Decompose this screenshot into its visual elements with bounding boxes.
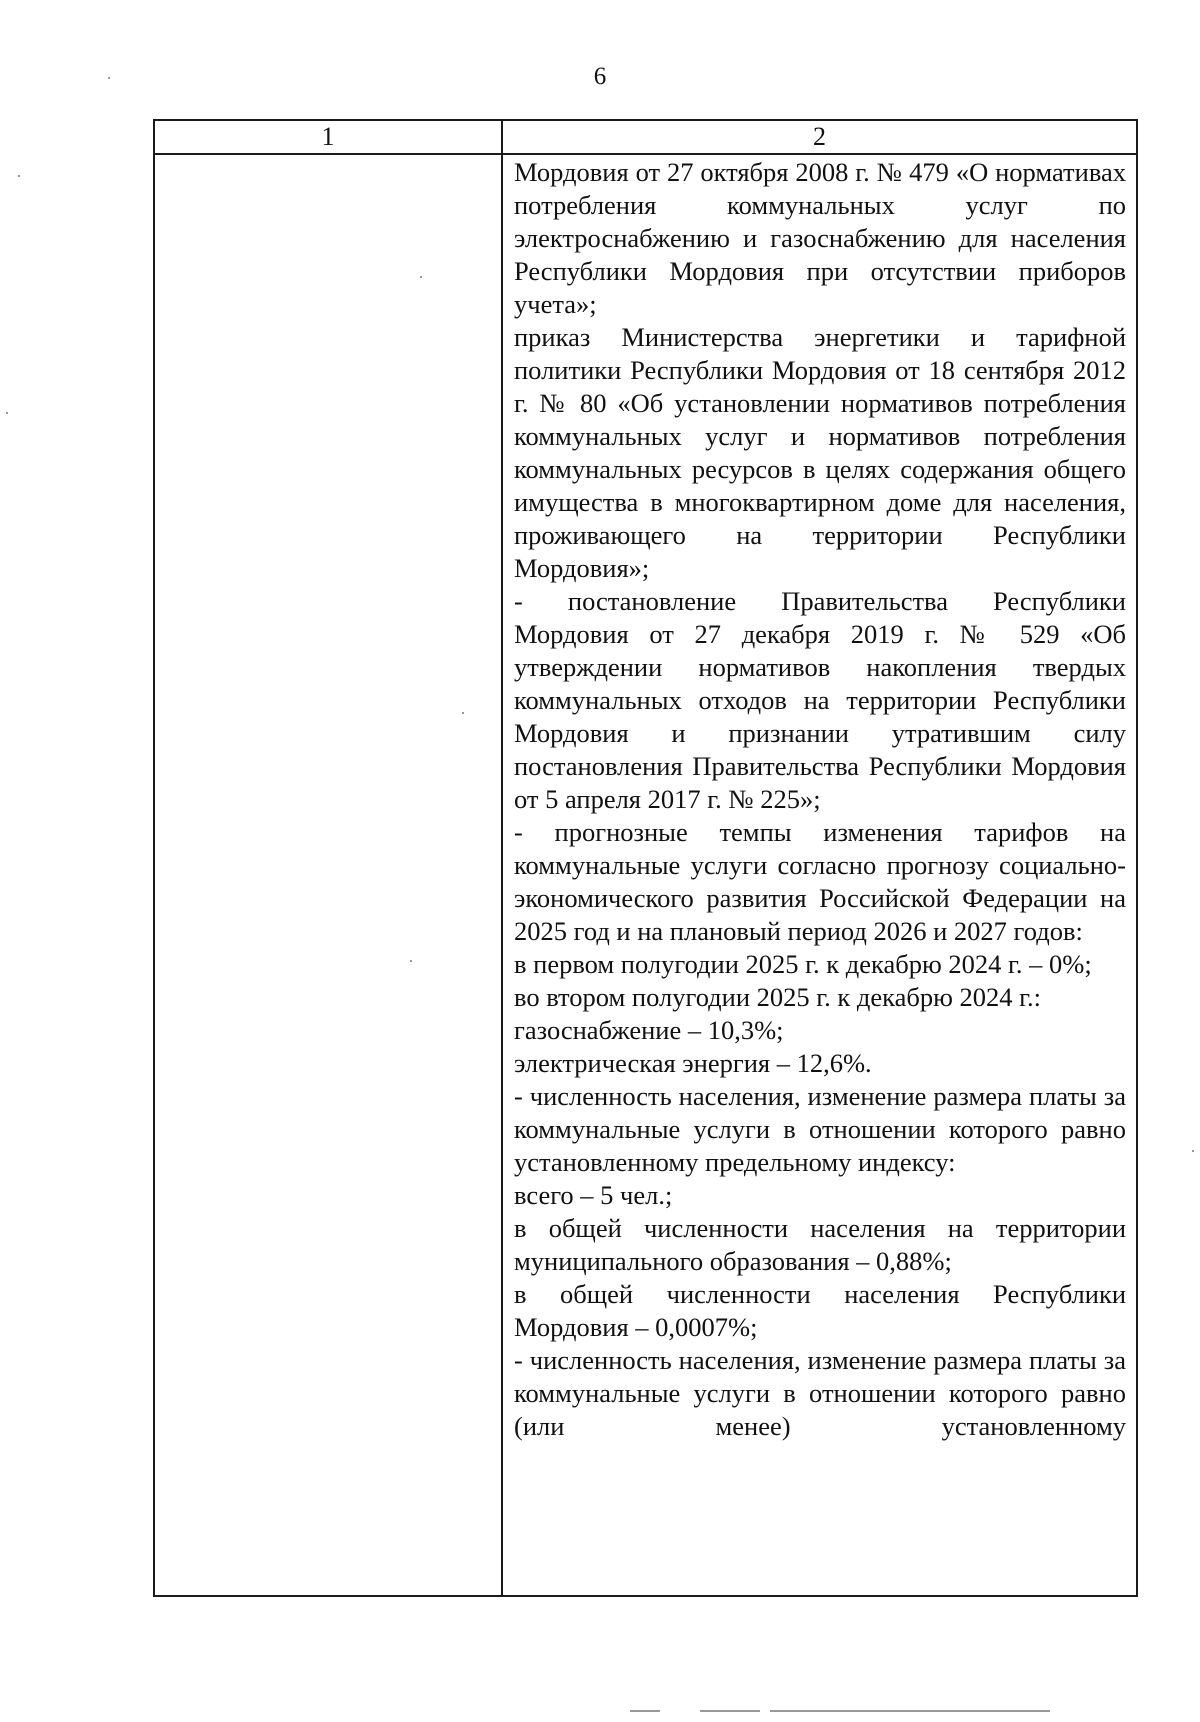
column-2-header: 2 [502, 120, 1137, 154]
scan-dot [108, 77, 110, 79]
paragraph-total: всего – 5 чел.; [514, 1180, 673, 1210]
scan-noise [770, 1710, 1050, 1712]
paragraph-population-less: - численность населения, изменение размера платы за коммунальные услуги в отношении которого равно (или менее) установленному [514, 1345, 1126, 1441]
table-header-row [154, 120, 1137, 154]
table-body-row [154, 154, 1137, 1596]
scan-noise [700, 1710, 760, 1712]
paragraph-resolution-529: - постановление Правительства Республики Мордовия от 27 декабря 2019 г. № 529 «Об утверждении нормативов накопления твердых коммунальных отходов на территории Республики Мордовия и признании утратившим силу постановления Правительства Республики Мордовия от 5 апреля 2017 г. № 225»; [514, 586, 1126, 814]
column-2-content [503, 155, 1136, 1443]
column-1-cell [154, 154, 502, 1596]
paragraph-electricity: электрическая энергия – 12,6%. [514, 1048, 872, 1078]
column-1-header: 1 [154, 120, 502, 154]
paragraph-gas-supply: газоснабжение – 10,3%; [514, 1015, 784, 1045]
paragraph-tariff-forecast: - прогнозные темпы изменения тарифов на коммунальные услуги согласно прогнозу социально-экономического развития Российской Федерации на 2025 год и на плановый период 2026 и 2027 годов: [514, 817, 1126, 946]
paragraph-order-80: приказ Министерства энергетики и тарифной политики Республики Мордовия от 18 сентября 2012 г. № 80 «Об установлении нормативов потребления коммунальных услуг и нормативов потребления коммунальных ресурсов в целях содержания общего имущества в многоквартирном доме для населения, проживающего на территории Республики Мордовия»; [514, 322, 1126, 583]
scan-dot [462, 712, 464, 714]
document-table [153, 119, 1138, 1597]
scan-dot [18, 175, 20, 177]
paragraph-population-equal: - численность населения, изменение размера платы за коммунальные услуги в отношении которого равно установленному предельному индексу: [514, 1081, 1126, 1177]
scan-dot [420, 276, 422, 278]
paragraph-first-half: в первом полугодии 2025 г. к декабрю 2024 г. – 0%; [514, 949, 1092, 979]
scan-dot [410, 960, 412, 962]
page-number: 6 [593, 63, 607, 90]
paragraph-resolution-479: Мордовия от 27 октября 2008 г. № 479 «О нормативах потребления коммунальных услуг по электроснабжению и газоснабжению для населения Республики Мордовия при отсутствии приборов учета»; [514, 157, 1126, 319]
column-2-cell [502, 154, 1137, 1596]
paragraph-municipal-share: в общей численности населения на территории муниципального образования – 0,88%; [514, 1213, 1126, 1276]
paragraph-second-half: во втором полугодии 2025 г. к декабрю 2024 г.: [514, 982, 1042, 1012]
scan-dot [6, 412, 8, 414]
scan-noise [630, 1710, 660, 1712]
paragraph-republic-share: в общей численности населения Республики Мордовия – 0,0007%; [514, 1279, 1126, 1342]
scan-dot [1192, 1150, 1194, 1152]
